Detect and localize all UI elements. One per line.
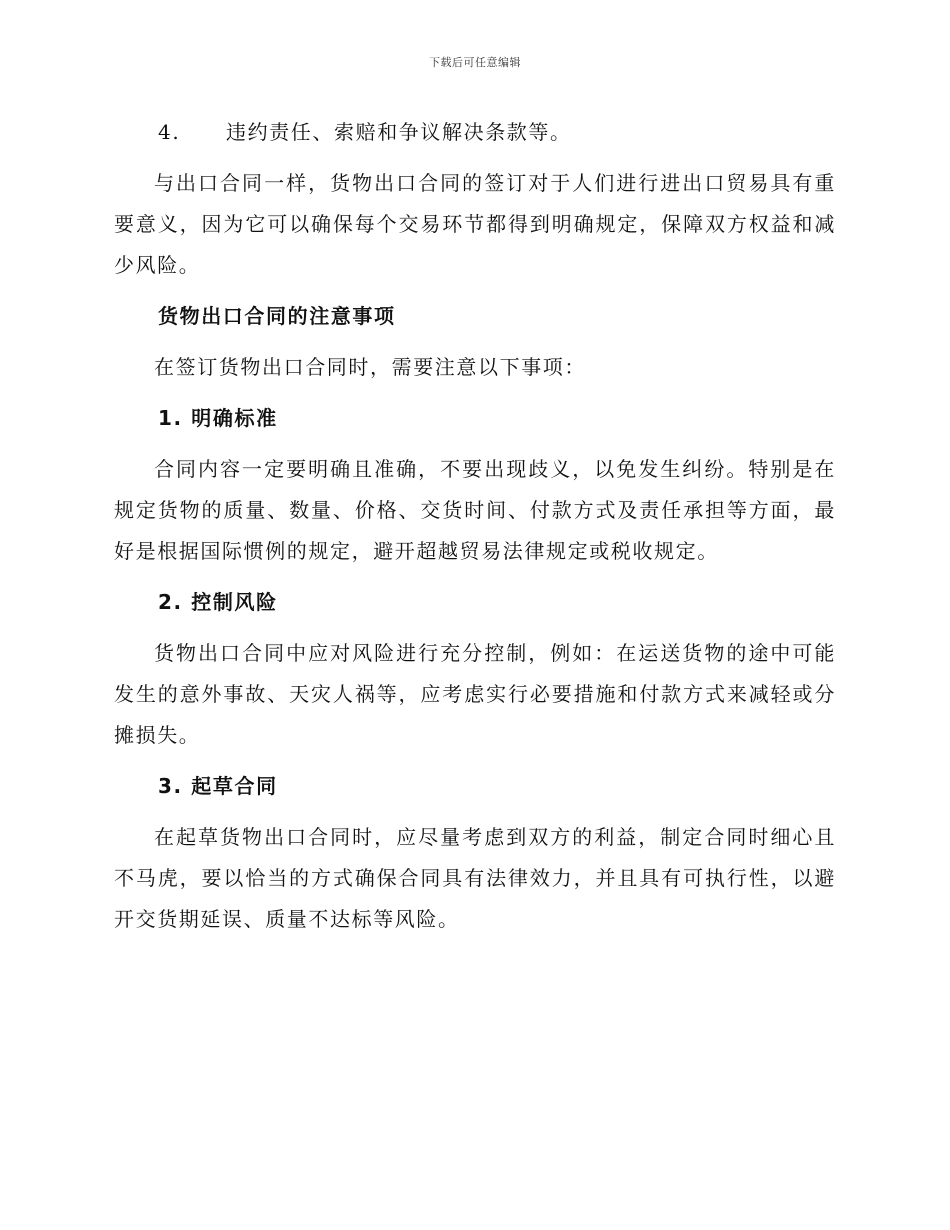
heading-section-2: 2. 控制风险 — [158, 590, 278, 614]
heading-section-3: 3. 起草合同 — [158, 774, 278, 798]
paragraph-intro: 与出口合同一样，货物出口合同的签订对于人们进行进出口贸易具有重要意义，因为它可以确保每个交易环节都得到明确规定，保障双方权益和减少风险。 — [114, 171, 836, 277]
page-header: 下载后可任意编辑 — [429, 56, 521, 69]
list-item-number: 4. — [158, 120, 181, 144]
list-item-text: 违约责任、索赔和争议解决条款等。 — [226, 120, 572, 144]
list-item-4 — [114, 112, 836, 153]
paragraph-section-1: 合同内容一定要明确且准确，不要出现歧义，以免发生纠纷。特别是在规定货物的质量、数量、价格、交货时间、付款方式及责任承担等方面，最好是根据国际惯例的规定，避开超越贸易法律规定或税收规定。 — [114, 457, 836, 563]
paragraph-notice-intro: 在签订货物出口合同时，需要注意以下事项： — [154, 355, 586, 379]
paragraph-section-3: 在起草货物出口合同时，应尽量考虑到双方的利益，制定合同时细心且不马虎，要以恰当的方式确保合同具有法律效力，并且具有可执行性，以避开交货期延误、质量不达标等风险。 — [114, 825, 836, 931]
document-body — [114, 112, 836, 950]
paragraph-section-2: 货物出口合同中应对风险进行充分控制，例如：在运送货物的途中可能发生的意外事故、天灾人祸等，应考虑实行必要措施和付款方式来减轻或分摊损失。 — [114, 641, 836, 747]
heading-notice: 货物出口合同的注意事项 — [158, 304, 396, 328]
heading-section-1: 1. 明确标准 — [158, 406, 278, 430]
